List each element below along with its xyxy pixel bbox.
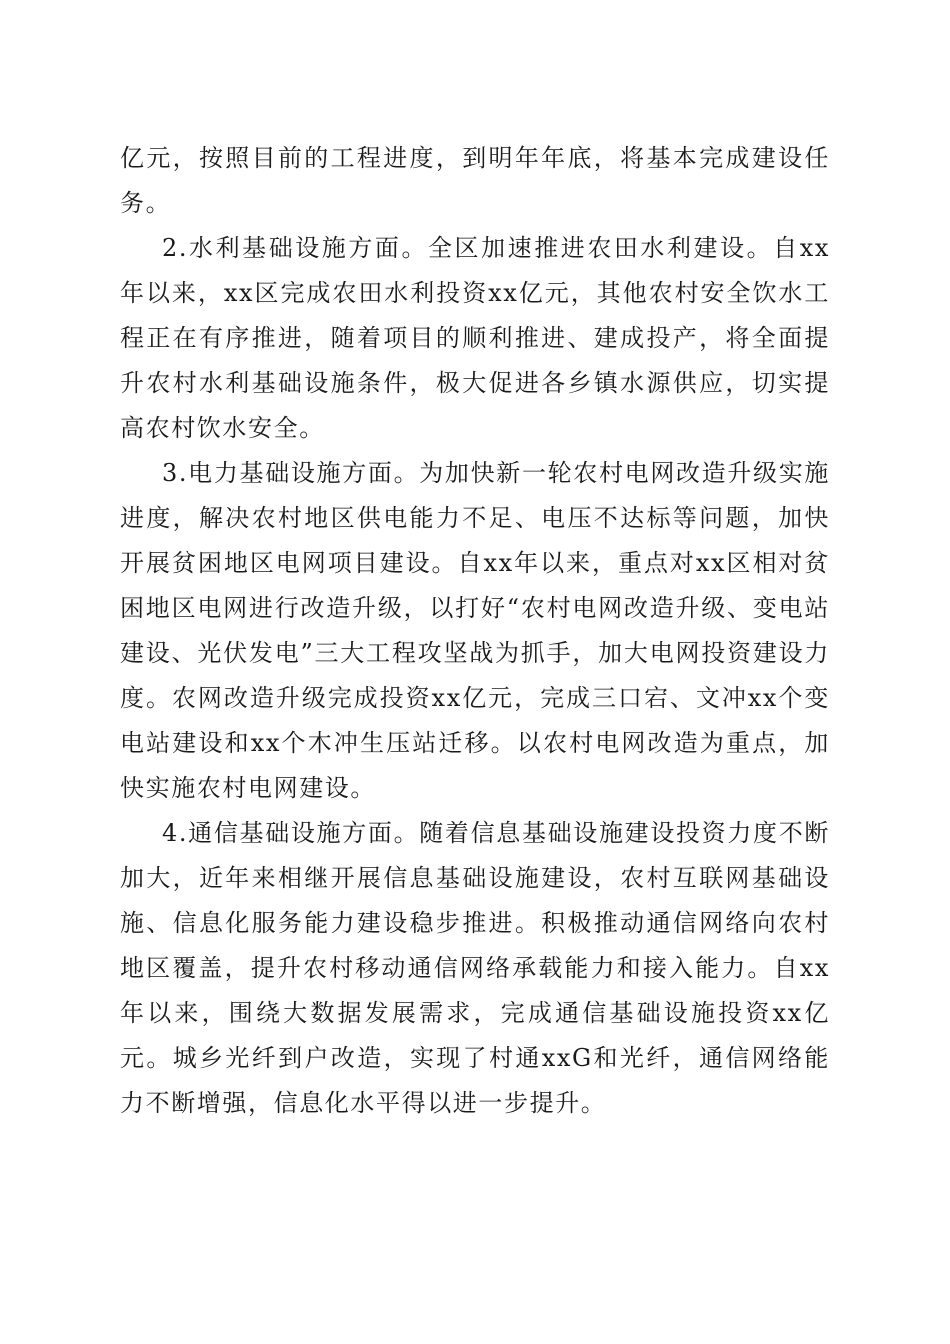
paragraph-water-infrastructure: 2.水利基础设施方面。全区加速推进农田水利建设。自xx年以来，xx区完成农田水利投资xx亿元，其他农村安全饮水工程正在有序推进，随着项目的顺利推进、建成投产，将全面提升农村水利基础设施条件，极大促进各乡镇水源供应，切实提高农村饮水安全。 [120, 234, 830, 442]
paragraph-continuation: 亿元，按照目前的工程进度，到明年年底，将基本完成建设任务。 [120, 144, 830, 217]
paragraph-telecom-infrastructure: 4.通信基础设施方面。随着信息基础设施建设投资力度不断加大，近年来相继开展信息基础设施建设，农村互联网基础设施、信息化服务能力建设稳步推进。积极推动通信网络向农村地区覆盖，提升农村移动通信网络承载能力和接入能力。自xx年以来，围绕大数据发展需求，完成通信基础设施投资xx亿元。城乡光纤到户改造，实现了村通xxG和光纤，通信网络能力不断增强，信息化水平得以进一步提升。 [120, 819, 830, 1117]
paragraph-power-infrastructure: 3.电力基础设施方面。为加快新一轮农村电网改造升级实施进度，解决农村地区供电能力不足、电压不达标等问题，加快开展贫困地区电网项目建设。自xx年以来，重点对xx区相对贫困地区电网进行改造升级，以打好“农村电网改造升级、变电站建设、光伏发电”三大工程攻坚战为抓手，加大电网投资建设力度。农网改造升级完成投资xx亿元，完成三口宕、文冲xx个变电站建设和xx个木冲生压站迁移。以农村电网改造为重点，加快实施农村电网建设。 [120, 459, 830, 802]
document-body [120, 136, 830, 1126]
